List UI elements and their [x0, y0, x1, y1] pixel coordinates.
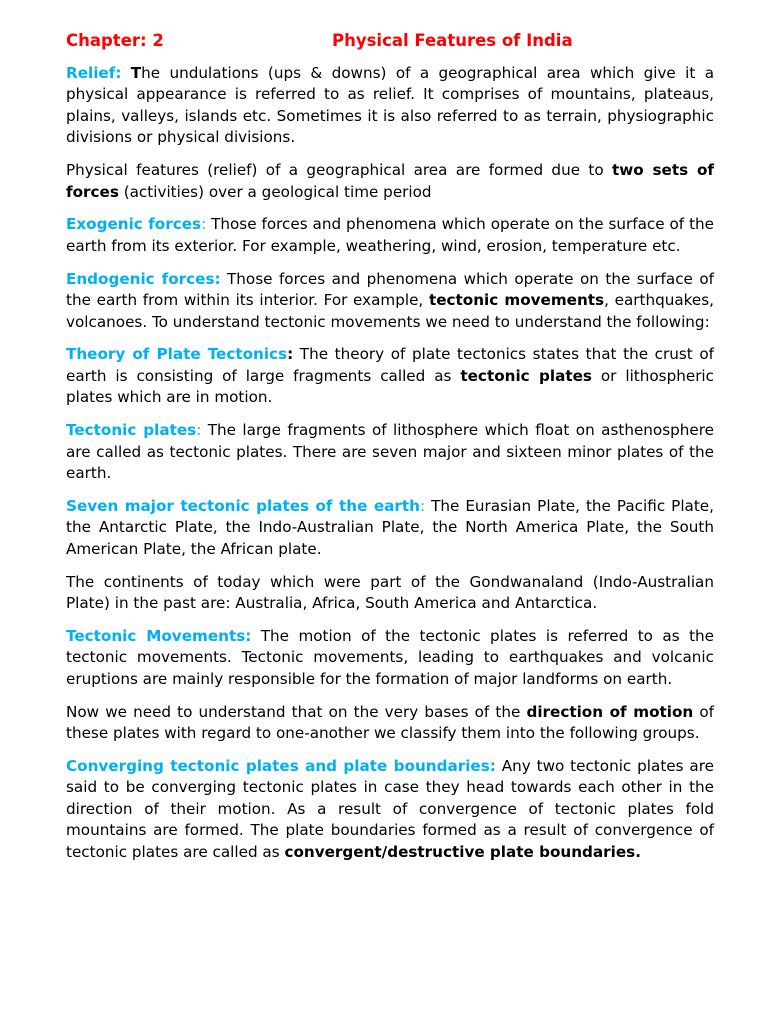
exogenic-text: Those forces and phenomena which operate on the surface of the earth from its exterior. For example, weathering, wind, erosion, temperature etc.	[66, 215, 714, 255]
page-header	[66, 31, 714, 57]
term-seven: Seven major tectonic plates of the earth	[66, 496, 420, 515]
features-text-1: Physical features (relief) of a geographical area are formed due to	[66, 161, 612, 180]
endogenic-text-2: , earthquakes, volcanoes. To understand tectonic movements we need to understand the following:	[66, 291, 715, 331]
term-plates: Tectonic plates	[66, 421, 197, 440]
paragraph-features	[66, 160, 714, 203]
plates-colon: :	[196, 421, 202, 440]
paragraph-converging	[66, 756, 714, 863]
seven-colon: :	[419, 496, 426, 515]
theory-text-2: or lithospheric plates which are in motion.	[66, 366, 715, 407]
theory-colon: :	[287, 345, 294, 364]
movements-text: The motion of the tectonic plates is referred to as the tectonic movements. Tectonic movements, leading to earthquakes and volcanic eruptions are mainly responsible for the formation of major landforms on earth.	[66, 626, 714, 688]
direction-text-2: of these plates with regard to one-another we classify them into the following groups.	[66, 702, 715, 743]
converging-bold: convergent/destructive plate boundaries.	[284, 842, 641, 861]
seven-text: The Eurasian Plate, the Pacific Plate, the Antarctic Plate, the Indo-Australian Plate, the North America Plate, the South American Plate, the African plate.	[66, 496, 714, 558]
plates-text: The large fragments of lithosphere which float on asthenosphere are called as tectonic plates. There are seven major and sixteen minor plates of the earth.	[66, 421, 714, 482]
paragraph-movements	[66, 626, 714, 690]
term-endogenic: Endogenic forces:	[66, 269, 221, 288]
endogenic-bold: tectonic movements	[428, 291, 605, 310]
term-theory: Theory of Plate Tectonics	[66, 345, 288, 364]
chapter-label: Chapter: 2	[66, 31, 164, 50]
relief-lead-letter: T	[130, 64, 142, 82]
theory-bold: tectonic plates	[460, 366, 592, 385]
paragraph-plates	[66, 420, 714, 484]
features-bold: two sets of forces	[66, 161, 714, 201]
paragraph-relief	[66, 63, 714, 149]
direction-text-1: Now we need to understand that on the very bases of the	[66, 702, 527, 721]
term-exogenic: Exogenic forces	[66, 215, 202, 234]
paragraph-exogenic	[66, 214, 714, 257]
converging-text: Any two tectonic plates are said to be converging tectonic plates in case they head towards each other in the direction of their motion. As a result of convergence of tectonic plates fold mountains are formed. The plate boundaries formed as a result of convergence of tectonic plates are called as	[66, 756, 714, 861]
paragraph-endogenic	[66, 269, 714, 333]
paragraph-seven	[66, 496, 714, 560]
term-relief: Relief:	[66, 64, 122, 82]
paragraph-direction	[66, 702, 714, 745]
chapter-title: Physical Features of India	[332, 31, 573, 50]
theory-text-1: The theory of plate tectonics states that the crust of earth is consisting of large fragments called as	[66, 345, 714, 385]
direction-bold: direction of motion	[526, 702, 694, 721]
relief-text: he undulations (ups & downs) of a geographical area which give it a physical appearance is referred to as relief. It comprises of mountains, plateaus, plains, valleys, islands etc. Sometimes it is also referred to as terrain, physiographic divisions or physical divisions.	[66, 64, 715, 147]
paragraph-continents	[66, 572, 714, 615]
features-text-2: (activities) over a geological time period	[118, 182, 432, 201]
endogenic-text-1: Those forces and phenomena which operate on the surface of the earth from within its interior. For example,	[66, 269, 714, 310]
term-movements: Tectonic Movements:	[66, 626, 252, 645]
paragraph-theory	[66, 344, 714, 408]
term-converging: Converging tectonic plates and plate boundaries:	[66, 756, 496, 775]
exogenic-colon: :	[201, 215, 207, 234]
continents-text: The continents of today which were part of the Gondwanaland (Indo-Australian Plate) in the past are: Australia, Africa, South America and Antarctica.	[66, 572, 714, 613]
